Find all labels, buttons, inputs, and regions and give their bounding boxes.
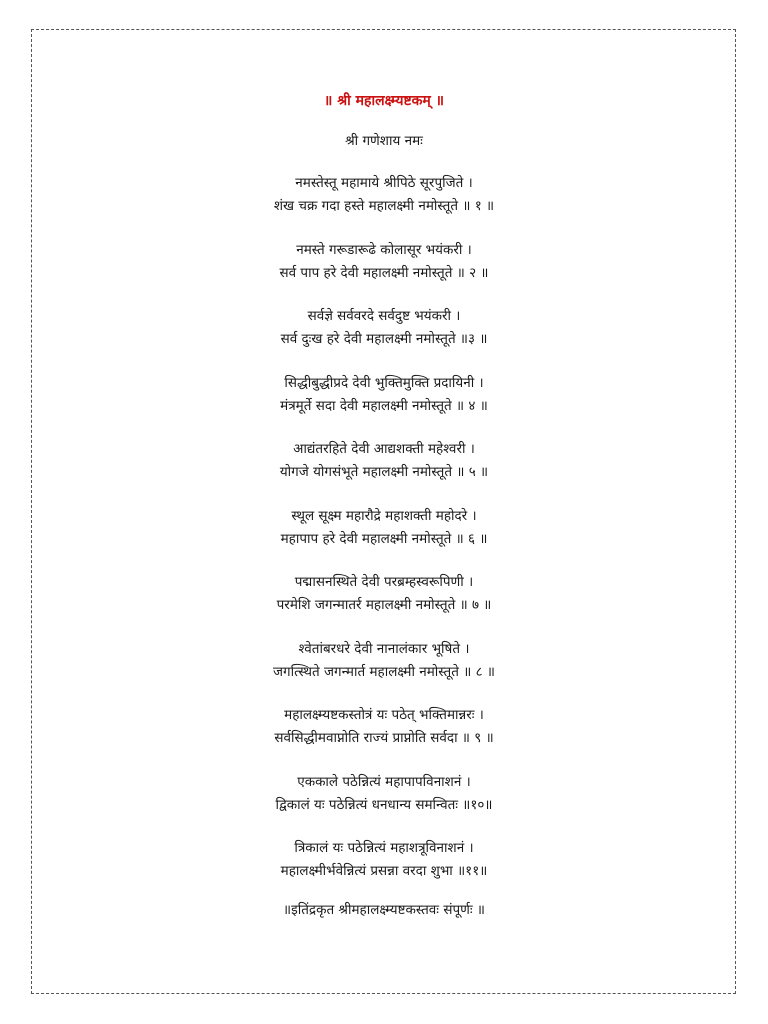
verse-4 [0, 372, 768, 439]
verse-line: जगत्स्थिते जगन्मार्त महालक्ष्मी नमोस्तूते ॥ ८ ॥ [272, 663, 496, 680]
verse-1 [0, 172, 768, 239]
document-title: ॥ श्री महालक्ष्म्यष्टकम् ॥ [323, 93, 445, 109]
verse-5 [0, 438, 768, 505]
verse-line: परमेशि जगन्मातर्र महालक्ष्मी नमोस्तूते ॥ ७ ॥ [276, 597, 492, 613]
verse-line: योगजे योगसंभूते महालक्ष्मी नमोस्तूते ॥ ५ ॥ [279, 464, 489, 480]
closing-colophon: ॥इतिंद्रकृत श्रीमहालक्ष्म्यष्टकस्तवः संपूर्णः ॥ [283, 902, 485, 918]
verse-line: सर्व दुःख हरे देवी महालक्ष्मी नमोस्तूते ॥३ ॥ [280, 331, 488, 347]
verse-line: नमस्ते गरूडारूढे कोलासूर भयंकरी । [296, 241, 472, 258]
verse-line: द्विकालं यः पठेन्नित्यं धनधान्य समन्वितः ॥१०॥ [275, 796, 493, 813]
verse-line: सर्व पाप हरे देवी महालक्ष्मी नमोस्तूते ॥ २ ॥ [279, 264, 489, 281]
verse-line: सर्वज्ञे सर्ववरदे सर्वदुष्ट भयंकरी । [307, 308, 461, 324]
verse-3 [0, 305, 768, 372]
verse-line: त्रिकालं यः पठेन्नित्यं महाशत्रूविनाशनं । [294, 840, 474, 856]
verse-line: नमस्तेस्तू महामाये श्रीपिठे सूरपुजिते । [295, 175, 473, 191]
verse-list [0, 172, 768, 904]
verse-6 [0, 505, 768, 572]
verse-line: श्वेतांबरधरे देवी नानालंकार भूषिते । [298, 640, 470, 657]
verse-2 [0, 239, 768, 306]
verse-10 [0, 771, 768, 838]
verse-line: महालक्ष्मीर्भवेन्नित्यं प्रसन्ना वरदा शुभा ॥११॥ [280, 863, 488, 879]
verse-line: सर्वसिद्धीमवाप्नोति राज्यं प्राप्नोति सर्वदा ॥ ९ ॥ [274, 730, 494, 746]
verse-line: मंत्रमूर्ते सदा देवी महालक्ष्मी नमोस्तूते ॥ ४ ॥ [280, 397, 488, 414]
verse-line: पद्मासनस्थिते देवी परब्रम्हस्वरूपिणी । [294, 574, 474, 590]
verse-line: महालक्ष्म्यष्टकस्तोत्रं यः पठेत् भक्तिमान्नरः । [284, 707, 484, 723]
verse-line: शंख चक्र गदा हस्ते महालक्ष्मी नमोस्तूते ॥ १ ॥ [273, 198, 495, 214]
verse-line: सिद्धीबुद्धीप्रदे देवी भुक्तिमुक्ति प्रदायिनी । [284, 374, 484, 391]
verse-line: एककाले पठेन्नित्यं महापापविनाशनं । [297, 773, 471, 790]
verse-line: महापाप हरे देवी महालक्ष्मी नमोस्तूते ॥ ६ ॥ [280, 530, 488, 547]
verse-9 [0, 704, 768, 771]
verse-11 [0, 837, 768, 904]
verse-7 [0, 571, 768, 638]
invocation-line: श्री गणेशाय नमः [345, 133, 423, 149]
verse-8 [0, 638, 768, 705]
verse-line: स्थूल सूक्ष्म महारौद्रे महाशक्ती महोदरे । [291, 507, 477, 524]
verse-line: आद्यंतरहिते देवी आद्यशक्ती महेश्वरी । [293, 441, 475, 457]
